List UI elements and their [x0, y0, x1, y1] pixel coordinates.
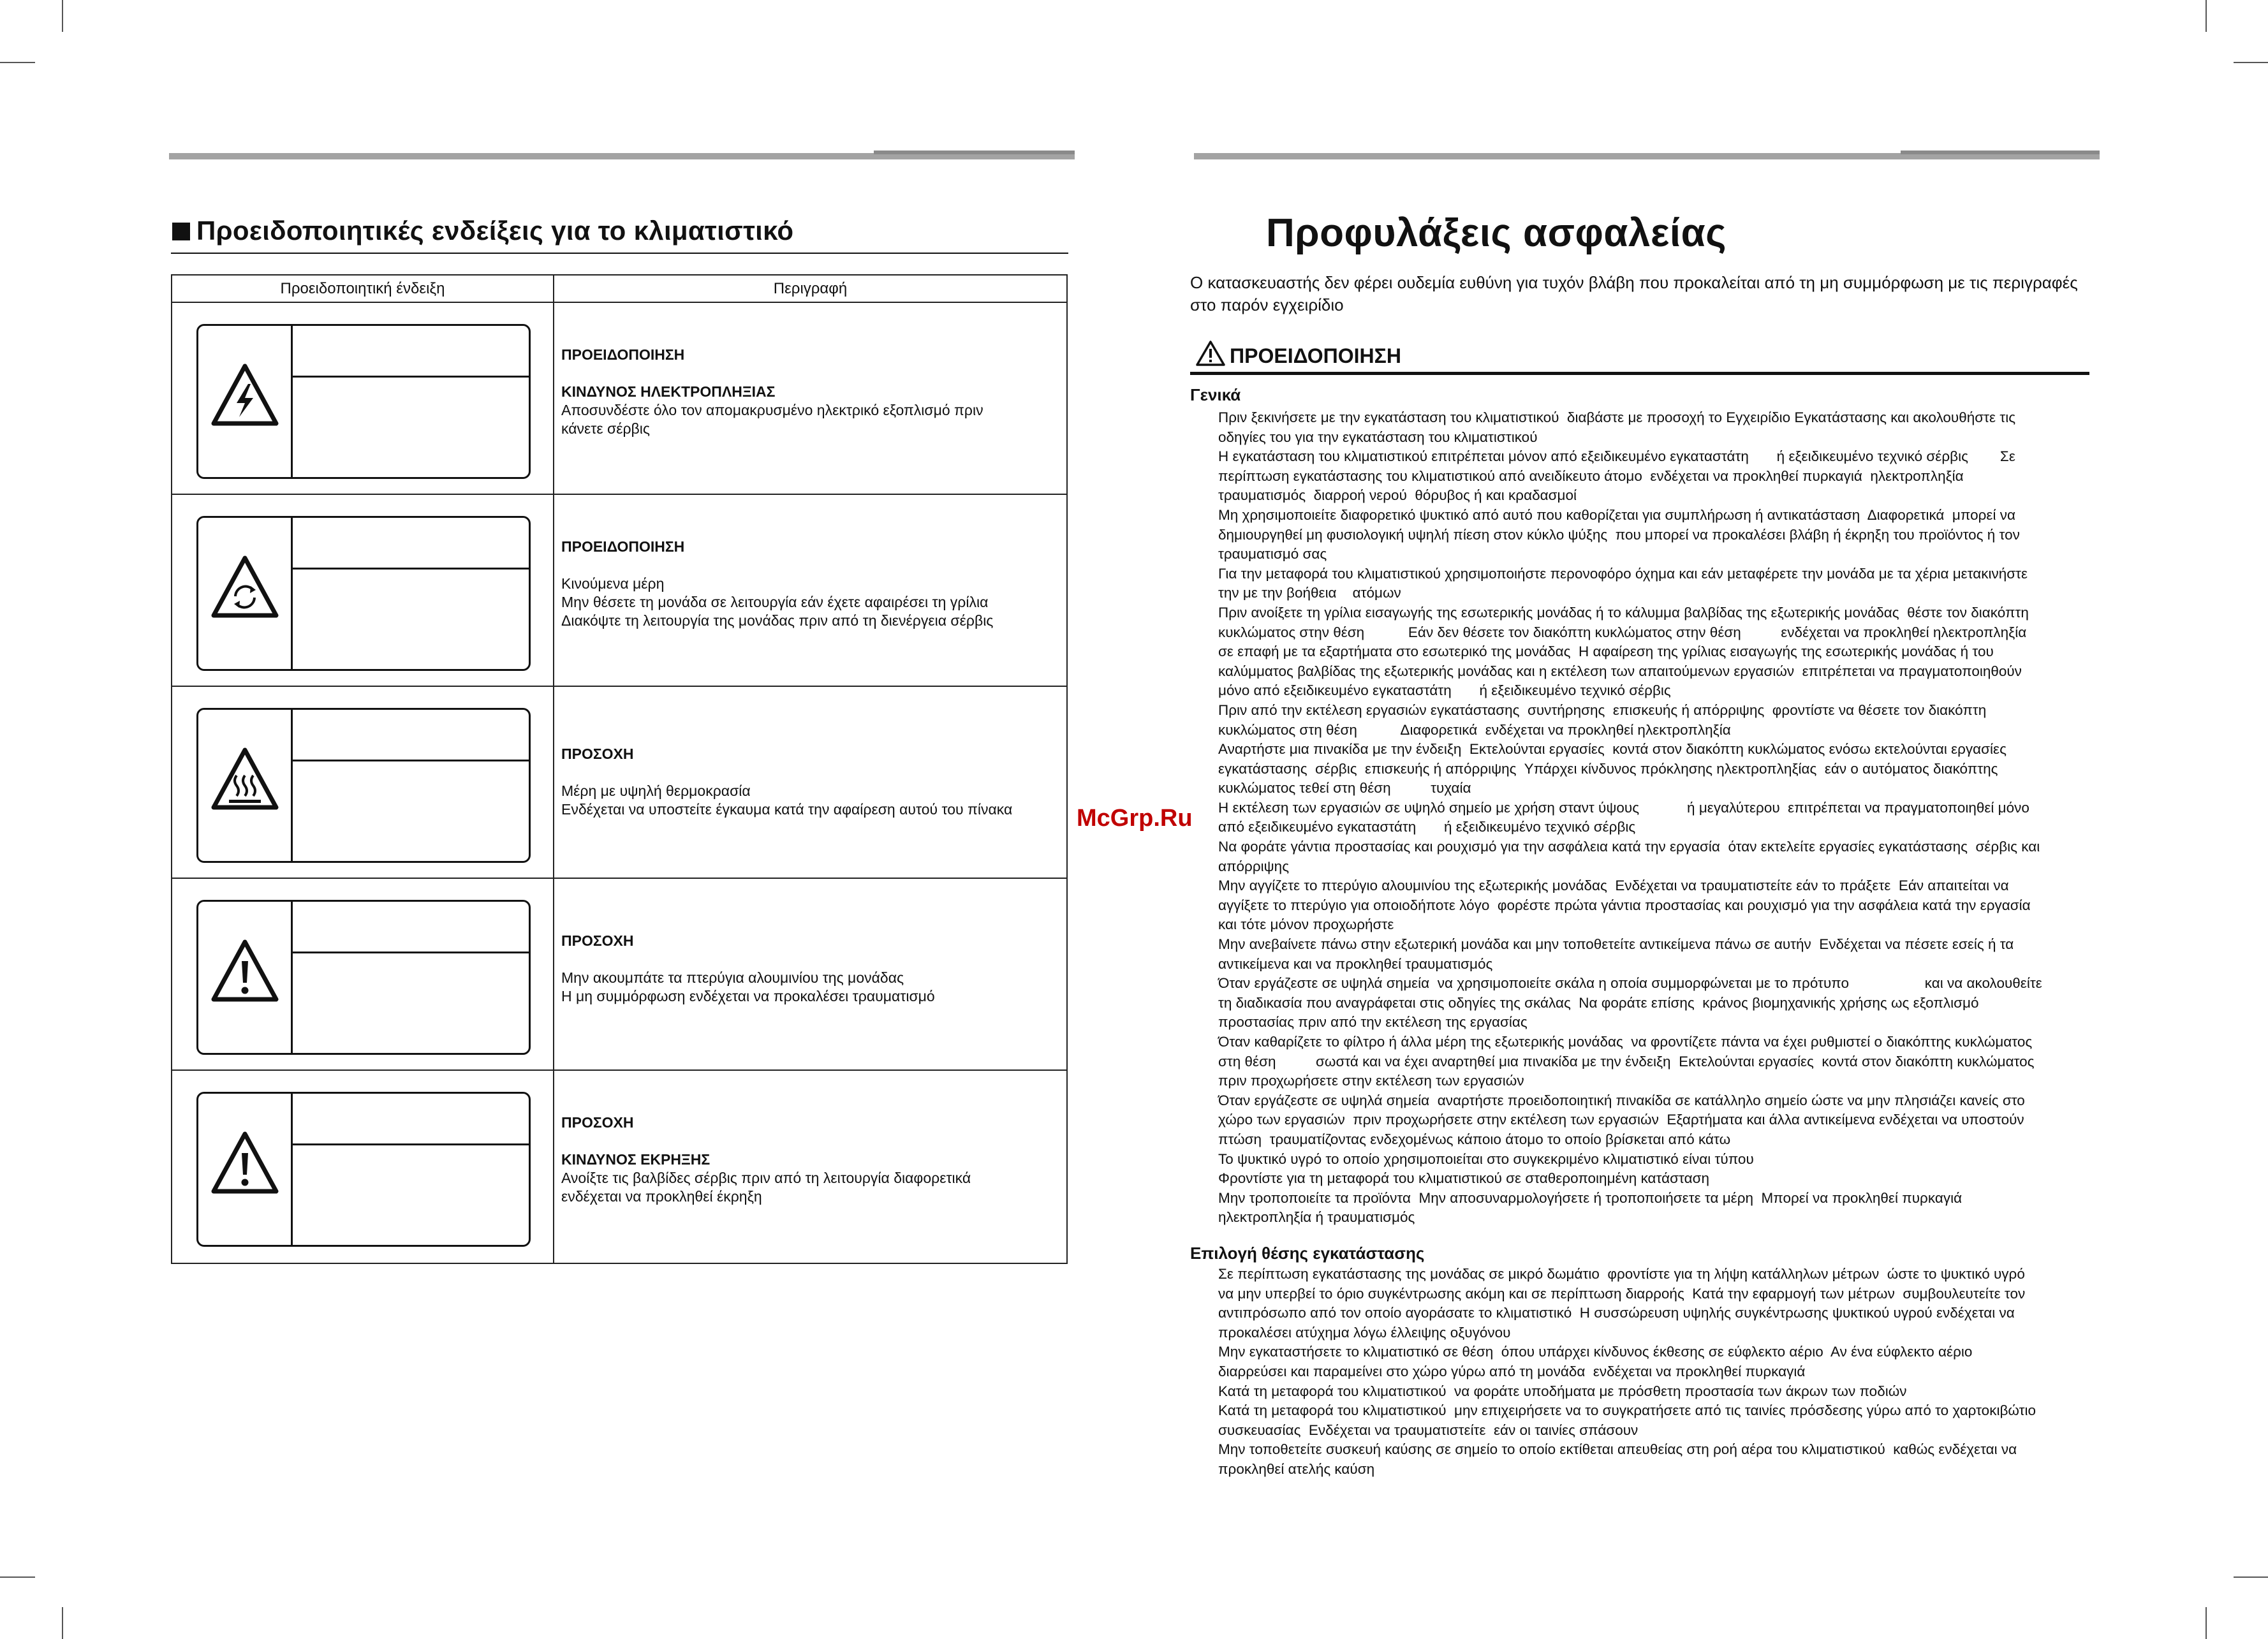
- body-line: Σε περίπτωση εγκατάστασης της μονάδας σε μικρό δωμάτιο φροντίστε για τη λήψη κατάλληλων μέτρων ώστε το ψυκτικό υγρό: [1218, 1266, 2025, 1282]
- description-heading: ΚΙΝΔΥΝΟΣ ΗΛΕΚΤΡΟΠΛΗΞΙΑΣ: [561, 383, 776, 400]
- warning-signs-table: [171, 274, 1068, 1264]
- body-line: στη θέση σωστά και να έχει αναρτηθεί μια πινακίδα με την ένδειξη Εκτελούνται εργασίες κοντά στον διακόπτη κυκλώματος: [1218, 1053, 2035, 1069]
- general-warning-icon: [210, 937, 280, 1007]
- description-line: Η μη συμμόρφωση ενδέχεται να προκαλέσει τραυματισμό: [561, 988, 935, 1004]
- body-line: πριν προχωρήσετε στην εκτέλεση των εργασιών: [1218, 1073, 1524, 1089]
- hot-surface-warning-icon: [210, 745, 280, 815]
- description-line: Μην ακουμπάτε τα πτερύγια αλουμινίου της μονάδας: [561, 969, 904, 986]
- row-description: [561, 745, 1060, 819]
- body-line: Φροντίστε για τη μεταφορά του κλιματιστικού σε σταθεροποιημένη κατάσταση: [1218, 1170, 1709, 1187]
- moving-parts-warning-icon: [210, 553, 280, 623]
- description-line: Μέρη με υψηλή θερμοκρασία: [561, 783, 751, 799]
- body-line: Πριν ξεκινήσετε με την εγκατάσταση του κλιματιστικού διαβάστε με προσοχή το Εγχειρίδιο Εγκατάστασης και ακολουθήστε τις: [1218, 409, 2016, 425]
- description-heading: ΠΡΟΣΟΧΗ: [561, 932, 634, 949]
- row-description: [561, 346, 1060, 438]
- body-line: απόρριψης: [1218, 858, 1290, 874]
- body-line: Όταν εργάζεστε σε υψηλά σημεία αναρτήστε προειδοποιητική πινακίδα σε κατάλληλο σημείο ώστε να μην πλησιάζει κανείς στο: [1218, 1092, 2025, 1108]
- description-line: Αποσυνδέστε όλο τον απομακρυσμένο ηλεκτρικό εξοπλισμό πριν: [561, 402, 983, 418]
- body-line: οδηγίες του για την εγκατάσταση του κλιματιστικού: [1218, 429, 1538, 445]
- label-divider: [293, 952, 529, 953]
- body-line: χώρο των εργασιών πριν προχωρήσετε στην εκτέλεση των εργασιών Εξαρτήματα και άλλα αντικείμενα ενδέχεται να υποστούν: [1218, 1112, 2024, 1128]
- description-line: [561, 556, 1060, 575]
- table-body: [172, 303, 1066, 1263]
- body-line: Να φοράτε γάντια προστασίας και ρουχισμό για την ασφάλεια κατά την εργασία όταν εκτελείτε εργασίες εγκατάστασης σέρβις και: [1218, 839, 2040, 855]
- crop-mark: [0, 62, 35, 63]
- label-divider: [293, 568, 529, 570]
- body-line: αντιπρόσωπο από τον οποίο αγοράσατε το κλιματιστικό Η συσσώρευση υψηλής συγκέντρωσης ψυκτικού υγρού ενδέχεται να: [1218, 1305, 2015, 1321]
- description-line: κάνετε σέρβις: [561, 420, 650, 437]
- warning-label: [196, 900, 531, 1055]
- body-line: κυκλώματος στην θέση Εάν δεν θέσετε τον διακόπτη κυκλώματος στην θέση ενδέχεται να προκληθεί ηλεκτροπληξία: [1218, 624, 2027, 640]
- description-heading: ΠΡΟΣΟΧΗ: [561, 746, 634, 762]
- left-header-bar-accent: [874, 151, 1075, 154]
- description-heading: ΠΡΟΣΟΧΗ: [561, 1114, 634, 1131]
- body-line: Όταν καθαρίζετε το φίλτρο ή άλλα μέρη της εξωτερικής μονάδας να φροντίζετε πάντα να έχει ρυθμιστεί ο διακόπτης κυκλώματος: [1218, 1034, 2033, 1050]
- body-line: καλύμματος βαλβίδας της εξωτερικής μονάδας και η εκτέλεση των απαιτούμενων εργασιών επιτρέπεται να πραγματοποιηθούν: [1218, 663, 2022, 679]
- label-divider: [291, 518, 293, 669]
- table-header-description: Περιγραφή: [773, 280, 848, 297]
- body-line: κυκλώματος τεθεί στη θέση τυχαία: [1218, 780, 1471, 797]
- warning-heading: [1195, 340, 1401, 368]
- body-line: αγγίξετε το πτερύγιο για οποιοδήποτε λόγο φορέστε πρώτα γάντια προστασίας και ρουχισμό για την ασφάλεια κατά την εργασία: [1218, 897, 2031, 913]
- warning-heading-text: ΠΡΟΕΙΔΟΠΟΙΗΣΗ: [1230, 344, 1401, 367]
- body-line: Αναρτήστε μια πινακίδα με την ένδειξη Εκτελούνται εργασίες κοντά στον διακόπτη κυκλώματος ενόσω εκτελούνται εργασίες: [1218, 741, 2007, 758]
- description-heading: ΠΡΟΕΙΔΟΠΟΙΗΣΗ: [561, 346, 685, 363]
- body-line: και τότε μόνον προχωρήστε: [1218, 916, 1394, 933]
- body-line: μόνο από εξειδικευμένο εγκαταστάτη ή εξειδικευμένο τεχνικό σέρβις: [1218, 682, 1671, 699]
- description-heading: ΚΙΝΔΥΝΟΣ ΕΚΡΗΞΗΣ: [561, 1151, 711, 1168]
- crop-mark: [0, 1577, 35, 1578]
- body-line: Πριν ανοίξετε τη γρίλια εισαγωγής της εσωτερικής μονάδας ή το κάλυμμα βαλβίδας της εξωτερικής μονάδας θέστε τον διακόπτη: [1218, 604, 2029, 621]
- body-line: Η εγκατάσταση του κλιματιστικού επιτρέπεται μόνον από εξειδικευμένο εγκαταστάτη ή εξειδικευμένο τεχνικό σέρβις Σε: [1218, 448, 2015, 465]
- body-line: τραυματισμό σας: [1218, 546, 1327, 562]
- body-line: δημιουργηθεί μη φυσιολογική υψηλή πίεση στον κύκλο ψύξης που μπορεί να προκαλέσει βλάβη ή έκρηξη του προϊόντος ή τον: [1218, 526, 2020, 543]
- body-line: διαρρεύσει και παραμείνει στο χώρο γύρω από τη μονάδα ενδέχεται να προκληθεί πυρκαγιά: [1218, 1363, 1806, 1379]
- square-bullet-icon: [172, 223, 190, 240]
- electric-shock-warning-icon: [210, 361, 280, 431]
- body-line: Μην τροποποιείτε τα προϊόντα Μην αποσυναρμολογήσετε ή τροποποιήσετε τα μέρη Μπορεί να προκληθεί πυρκαγιά: [1218, 1189, 1962, 1206]
- description-line: ενδέχεται να προκληθεί έκρηξη: [561, 1188, 762, 1205]
- section-title-general: Γενικά: [1190, 385, 1241, 404]
- body-line: Όταν εργάζεστε σε υψηλά σημεία να χρησιμοποιείτε σκάλα η οποία συμμορφώνεται με το πρότυπο και να ακολουθείτε: [1218, 975, 2042, 992]
- table-row: [172, 879, 1066, 1071]
- body-line: εγκατάστασης σέρβις επισκευής ή απόρριψης Υπάρχει κίνδυνος πρόκλησης ηλεκτροπληξίας εάν ο αυτόματος διακόπτης: [1218, 760, 1998, 777]
- body-line: Μην εγκαταστήσετε το κλιματιστικό σε θέση όπου υπάρχει κίνδυνος έκθεσης σε εύφλεκτο αέριο Αν ένα εύφλεκτο αέριο: [1218, 1344, 1973, 1360]
- table-row: [172, 303, 1066, 495]
- body-line: Για την μεταφορά του κλιματιστικού χρησιμοποιήστε περονοφόρο όχημα και εάν μεταφέρετε την μονάδα με τα χέρια μετακινήστε: [1218, 565, 2028, 582]
- description-line: Κινούμενα μέρη: [561, 575, 665, 592]
- label-divider: [291, 1094, 293, 1245]
- body-line: τραυματισμός διαρροή νερού θόρυβος ή και κραδασμοί: [1218, 487, 1577, 504]
- warning-label: [196, 708, 531, 863]
- table-header-sign: Προειδοποιητική ένδειξη: [280, 280, 445, 297]
- right-header-bar-accent: [1901, 151, 2100, 154]
- description-heading: ΠΡΟΕΙΔΟΠΟΙΗΣΗ: [561, 538, 685, 555]
- body-line: Μην ανεβαίνετε πάνω στην εξωτερική μονάδα και μην τοποθετείτε αντικείμενα πάνω σε αυτήν Ενδέχεται να πέσετε εσείς ή τα: [1218, 936, 2014, 953]
- body-line: να μην υπερβεί το όριο συγκέντρωσης ακόμη και σε περίπτωση διαρροής Κατά την εφαρμογή των μέτρων συμβουλευτείτε τον: [1218, 1285, 2026, 1302]
- title-rule: [171, 253, 1068, 254]
- body-line: την με την βοήθεια ατόμων: [1218, 585, 1401, 601]
- body-line: Κατά τη μεταφορά του κλιματιστικού να φοράτε υποδήματα με πρόσθετη προστασία των άκρων των ποδιών: [1218, 1383, 1907, 1399]
- warning-triangle-icon: [1195, 340, 1226, 367]
- body-line: ηλεκτροπληξία ή τραυματισμός: [1218, 1209, 1415, 1226]
- crop-mark: [2205, 1607, 2207, 1639]
- right-page-title: Προφυλάξεις ασφαλείας: [1266, 211, 1727, 255]
- description-line: Ανοίξτε τις βαλβίδες σέρβις πριν από τη λειτουργία διαφορετικά: [561, 1170, 971, 1186]
- description-line: Διακόψτε τη λειτουργία της μονάδας πριν από τη διενέργεια σέρβις: [561, 612, 994, 629]
- crop-mark: [62, 0, 63, 32]
- description-line: [561, 763, 1060, 782]
- warning-label: [196, 516, 531, 671]
- intro-text: Ο κατασκευαστής δεν φέρει ουδεμία ευθύνη για τυχόν βλάβη που προκαλείται από τη μη συμμόρφωση με τις περιγραφές στο παρόν εγχειρίδιο: [1190, 273, 2078, 314]
- left-page-title: [172, 216, 793, 246]
- label-divider: [293, 760, 529, 761]
- crop-mark: [2205, 0, 2207, 32]
- row-description: [561, 538, 1060, 630]
- body-line: τη διαδικασία που αναγράφεται στις οδηγίες της σκάλας Να φοράτε επίσης κράνος βιομηχανικής χρήσης ως εξοπλισμό: [1218, 994, 1979, 1011]
- body-line: Η εκτέλεση των εργασιών σε υψηλό σημείο με χρήση σταντ ύψους ή μεγαλύτερου επιτρέπεται να πραγματοποιηθεί μόνο: [1218, 799, 2029, 816]
- section-title-location: Επιλογή θέσης εγκατάστασης: [1190, 1244, 1425, 1263]
- table-row: [172, 687, 1066, 879]
- body-line: από εξειδικευμένο εγκαταστάτη ή εξειδικευμένο τεχνικό σέρβις: [1218, 819, 1636, 835]
- body-line: προκληθεί ατελής καύση: [1218, 1460, 1375, 1477]
- warning-rule: [1190, 372, 2089, 375]
- crop-mark: [62, 1607, 63, 1639]
- warning-label: [196, 1092, 531, 1247]
- body-line: σε επαφή με τα εξαρτήματα στο εσωτερικό της μονάδας Η αφαίρεση της γρίλιας εισαγωγής της εσωτερικής μονάδας ή του: [1218, 643, 1994, 660]
- table-header-row: [172, 276, 1066, 303]
- label-divider: [291, 326, 293, 477]
- explosion-warning-icon: [210, 1129, 280, 1199]
- description-line: [561, 1132, 1060, 1150]
- body-line: προστασίας πριν από την εκτέλεση της εργασίας: [1218, 1014, 1528, 1031]
- crop-mark: [2234, 62, 2268, 63]
- description-line: [561, 950, 1060, 969]
- body-line: προκαλέσει ατύχημα λόγω έλλειψης οξυγόνου: [1218, 1324, 1511, 1341]
- watermark: McGrp.Ru: [1077, 805, 1193, 832]
- body-line: Μη χρησιμοποιείτε διαφορετικό ψυκτικό από αυτό που καθορίζεται για συμπλήρωση ή αντικατάσταση Διαφορετικά μπορεί να: [1218, 506, 2015, 523]
- body-line: αντικείμενα και να προκληθεί τραυματισμός: [1218, 955, 1493, 972]
- label-divider: [291, 902, 293, 1053]
- section-location-body: [1218, 1265, 2092, 1480]
- label-divider: [291, 710, 293, 861]
- row-description: [561, 1113, 1060, 1206]
- description-line: Ενδέχεται να υποστείτε έγκαυμα κατά την αφαίρεση αυτού του πίνακα: [561, 801, 1013, 818]
- label-divider: [293, 376, 529, 378]
- body-line: Κατά τη μεταφορά του κλιματιστικού μην επιχειρήσετε να το συγκρατήσετε από τις ταινίες πρόσδεσης γύρω από το χαρτοκιβώτιο: [1218, 1402, 2036, 1419]
- body-line: Μην τοποθετείτε συσκευή καύσης σε σημείο το οποίο εκτίθεται απευθείας στη ροή αέρα του κλιματιστικού καθώς ενδέχεται να: [1218, 1441, 2017, 1458]
- body-line: Το ψυκτικό υγρό το οποίο χρησιμοποιείται στο συγκεκριμένο κλιματιστικό είναι τύπου: [1218, 1150, 1754, 1167]
- body-line: πτώση τραυματίζοντας ενδεχομένως κάποιο άτομο το οποίο βρίσκεται από κάτω: [1218, 1131, 1731, 1147]
- body-line: Πριν από την εκτέλεση εργασιών εγκατάστασης συντήρησης επισκευής ή απόρριψης φροντίστε να θέσετε τον διακόπτη: [1218, 702, 1987, 718]
- warning-label: [196, 324, 531, 479]
- body-line: κυκλώματος στη θέση Διαφορετικά ενδέχεται να προκληθεί ηλεκτροπληξία: [1218, 721, 1731, 738]
- description-line: Μην θέσετε τη μονάδα σε λειτουργία εάν έχετε αφαιρέσει τη γρίλια: [561, 594, 989, 610]
- description-line: [561, 364, 1060, 383]
- row-description: [561, 932, 1060, 1006]
- body-line: συσκευασίας Ενδέχεται να τραυματιστείτε εάν οι ταινίες σπάσουν: [1218, 1422, 1638, 1438]
- body-line: περίπτωση εγκατάστασης του κλιματιστικού από ανειδίκευτο άτομο ενδέχεται να προκληθεί πυρκαγιά ηλεκτροπληξία: [1218, 467, 1964, 484]
- table-row: [172, 495, 1066, 687]
- left-page-title-text: Προειδοποιητικές ενδείξεις για το κλιματιστικό: [196, 216, 794, 246]
- label-divider: [293, 1143, 529, 1145]
- section-general-body: [1218, 408, 2092, 1228]
- crop-mark: [2234, 1577, 2268, 1578]
- body-line: Μην αγγίζετε το πτερύγιο αλουμινίου της εξωτερικής μονάδας Ενδέχεται να τραυματιστείτε εάν το πράξετε Εάν απαιτείται να: [1218, 878, 2009, 894]
- table-row: [172, 1071, 1066, 1263]
